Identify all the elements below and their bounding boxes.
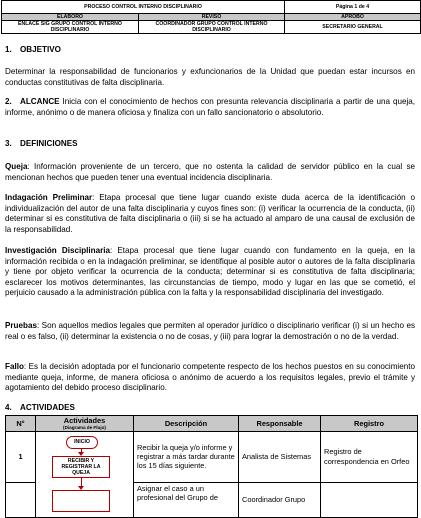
objetivo-text: Determinar la responsabilidad de funcionarios y exfuncionarios de la Unidad que puedan estar incursos en conductas constitutivas de falta disciplinaria. [5, 67, 415, 87]
col-aprobo: APROBO [285, 14, 421, 21]
row-num: 1 [6, 432, 36, 483]
document-header-table [1, 0, 421, 34]
definition-queja: Queja: Información proveniente de un tercero, que no ostenta la calidad de servidor público en la cual se mencionan hechos que pueden tener una eventual incidencia disciplinaria. [5, 162, 415, 182]
sig-reviso: COORDINADOR GRUPO CONTROL INTERNO DISCIPLINARIO [139, 21, 285, 34]
sig-elaboro: ENLACE SIG GRUPO CONTROL INTERNO DISCIPLINARIO [2, 21, 139, 34]
col-reviso: REVISO [139, 14, 285, 21]
col-header-reg: Registro [321, 416, 418, 432]
definition-investigacion-disciplinaria: Investigación Disciplinaria: Etapa procesal que tiene lugar cuando con fundamento en la queja, en la información recibida o en la indagación preliminar, se identifique al posible autor o autores de la falta disciplinaria y tiene por objeto verificar la ocurrencia de la conducta; determinar si es constitutiva de falta disciplinaria; esclarecer los motivos determinantes, las circunstancias de tiempo, modo y lugar en las que se cometió, el perjuicio causado a la administración pública con la falta y la responsabilidad disciplinaria del investigado. [5, 246, 415, 298]
col-header-resp: Responsable [239, 416, 321, 432]
table-row [6, 432, 418, 483]
row-resp: Coordinador Grupo [239, 482, 321, 517]
row-desc: Recibir la queja y/o informe y registrar a más tardar durante los 15 días siguiente. [134, 432, 239, 483]
sig-aprobo: SECRETARIO GENERAL [285, 21, 421, 34]
section-heading-actividades: 4. ACTIVIDADES [5, 403, 75, 412]
section-alcance: 2. ALCANCE Inicia con el conocimiento de hechos con presunta relevancia disciplinaria a partir de una queja, informe, anónimo o de manera oficiosa y finaliza con un fallo sancionatorio o absolutorio. [5, 97, 415, 117]
definition-pruebas: Pruebas: Son aquellos medios legales que permiten al operador jurídico o disciplinario verificar (i) si un hecho es real o es falso, (ii) determinar la existencia o no de cosas, y (iii) para lograr la demostración o no de la verdad. [5, 321, 415, 341]
definition-fallo: Fallo: Es la decisión adoptada por el funcionario competente respecto de los hechos puestos en su conocimiento mediante queja, informe, de manera oficiosa o anónimo de acuerdo a los requisitos legales, previo el trámite y agotamiento del debido proceso disciplinario. [5, 362, 415, 393]
page-number: Página 1 de 4 [285, 1, 421, 14]
section-heading-definiciones: 3. DEFINICIONES [5, 139, 78, 148]
activities-header-row [6, 416, 418, 432]
process-title: PROCESO CONTROL INTERNO DISCIPLINARIO [2, 1, 285, 14]
section-heading-objetivo: 1. OBJETIVO [5, 45, 61, 54]
activities-table [5, 415, 418, 518]
col-header-desc: Descripción [134, 416, 239, 432]
flow-step-assign [52, 490, 110, 512]
col-header-flow: Actividades (Diagrama de Flujo) [36, 416, 134, 432]
row-desc: Asignar el caso a un profesional del Grupo de [134, 482, 239, 517]
flow-diagram-cell [36, 432, 134, 518]
definition-indagacion-preliminar: Indagación Preliminar: Etapa procesal que tiene lugar cuando existe duda acerca de la identificación o individualización del autor de una falta disciplinaria y cuyos fines son: (i) verificar la ocurrencia de la conducta, (ii) determinar si es constitutiva de falta disciplinaria o (iii) si se ha actuado al amparo de una causal de exclusión de la responsabilidad. [5, 193, 415, 234]
col-header-num: N° [6, 416, 36, 432]
flow-connector [81, 477, 82, 486]
row-reg: Registro de correspondencia en Orfeo [321, 432, 418, 483]
row-resp: Analista de Sistemas [239, 432, 321, 483]
flow-diagram [36, 432, 133, 517]
flow-step-receive: RECIBIR Y REGISTRAR LA QUEJA [52, 456, 110, 478]
col-elaboro: ELABORO [2, 14, 139, 21]
flow-start-node: INICIO [66, 436, 98, 449]
